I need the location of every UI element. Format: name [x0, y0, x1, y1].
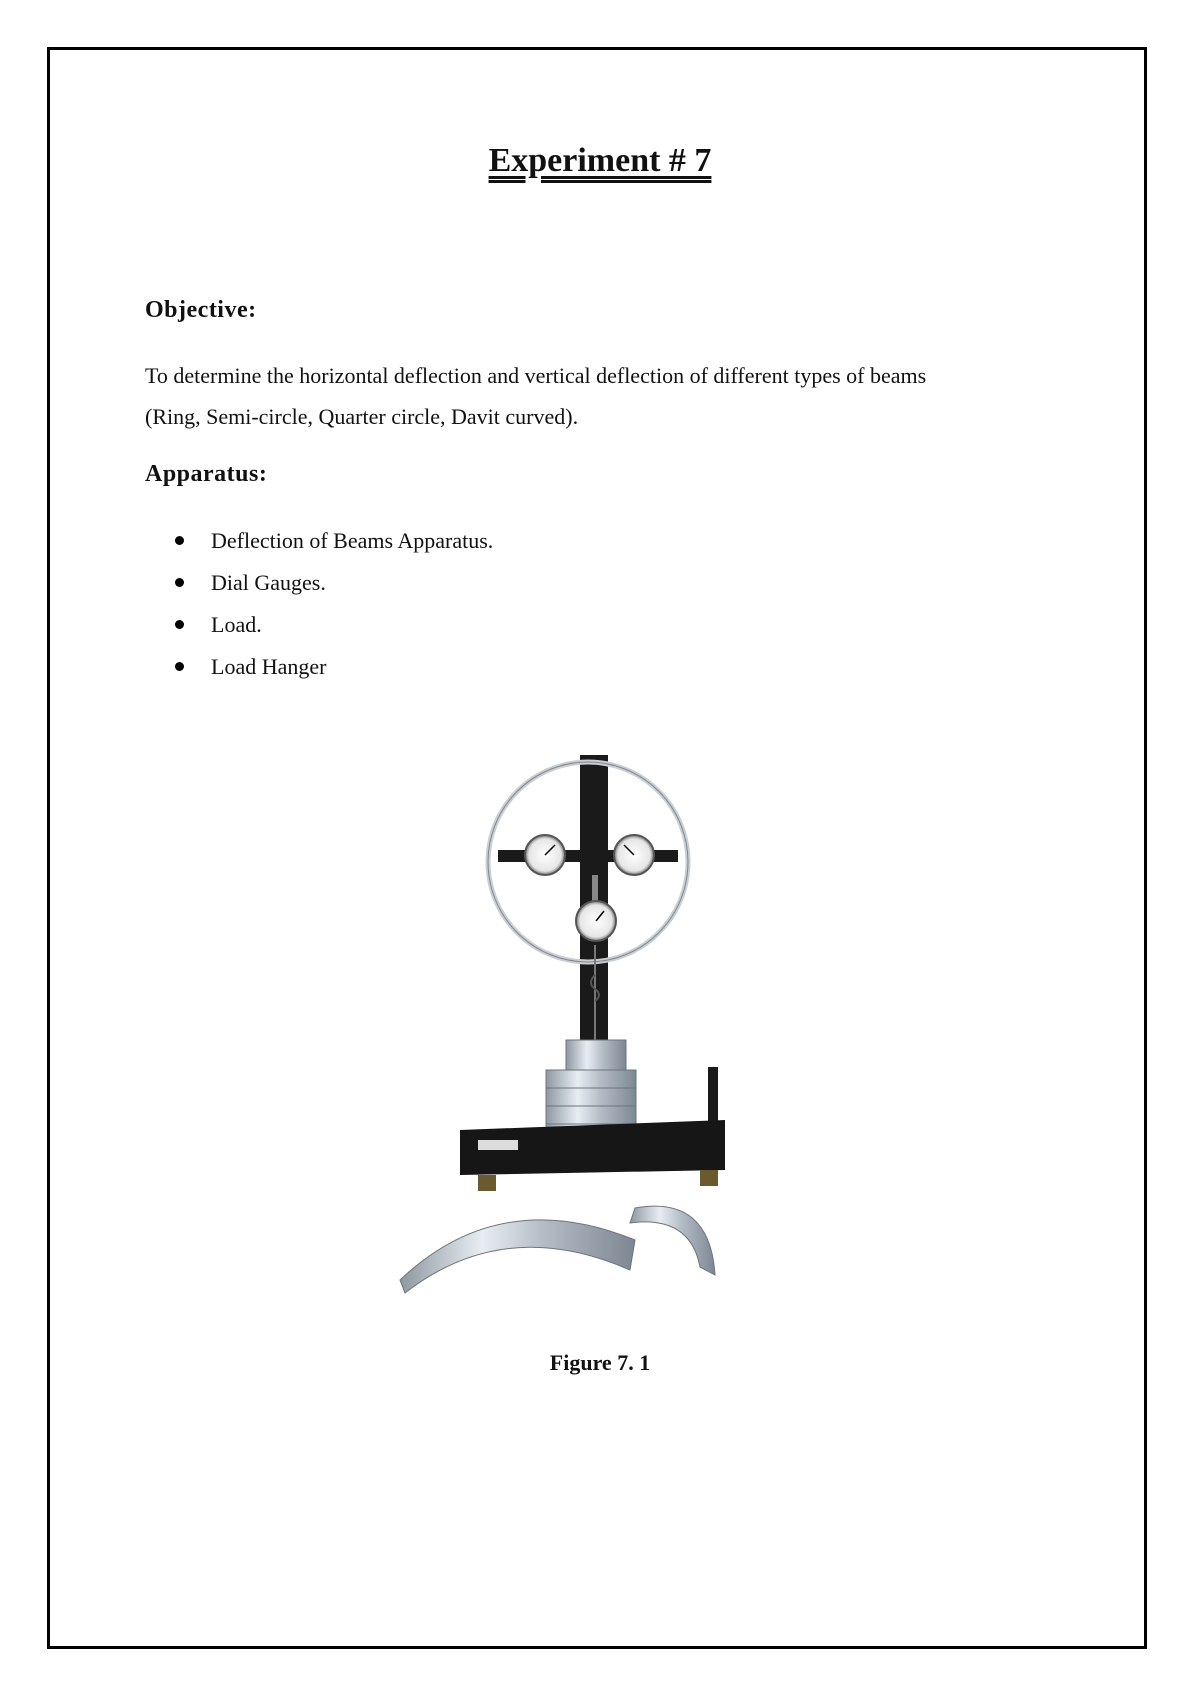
dial-gauge-right: [614, 835, 654, 875]
objective-line-1: To determine the horizontal deflection and vertical deflection of different types of beams: [145, 363, 927, 388]
list-item-text: Deflection of Beams Apparatus.: [211, 528, 494, 553]
apparatus-heading: Apparatus:: [145, 461, 268, 487]
page-title-text: Experiment # 7: [488, 142, 712, 179]
semi-circle-beam: [400, 1220, 635, 1293]
list-item-text: Load.: [211, 612, 262, 637]
beam-deflection-apparatus-image: [390, 715, 780, 1315]
bullet-icon: [175, 662, 184, 671]
bullet-icon: [175, 620, 184, 629]
list-item: [175, 562, 493, 604]
objective-heading: Objective:: [145, 297, 257, 323]
list-item-text: Load Hanger: [211, 654, 327, 679]
page-title: [0, 142, 1200, 180]
list-item: [175, 604, 493, 646]
bullet-icon: [175, 536, 184, 545]
quarter-circle-beam: [630, 1206, 715, 1275]
list-item: [175, 646, 493, 688]
bullet-icon: [175, 578, 184, 587]
apparatus-list: [175, 520, 493, 688]
dial-gauge-left: [525, 835, 565, 875]
list-item: [175, 520, 493, 562]
figure-caption: Figure 7. 1: [549, 1350, 651, 1375]
objective-line-2: (Ring, Semi-circle, Quarter circle, Davit curved).: [145, 404, 579, 429]
list-item-text: Dial Gauges.: [211, 570, 326, 595]
